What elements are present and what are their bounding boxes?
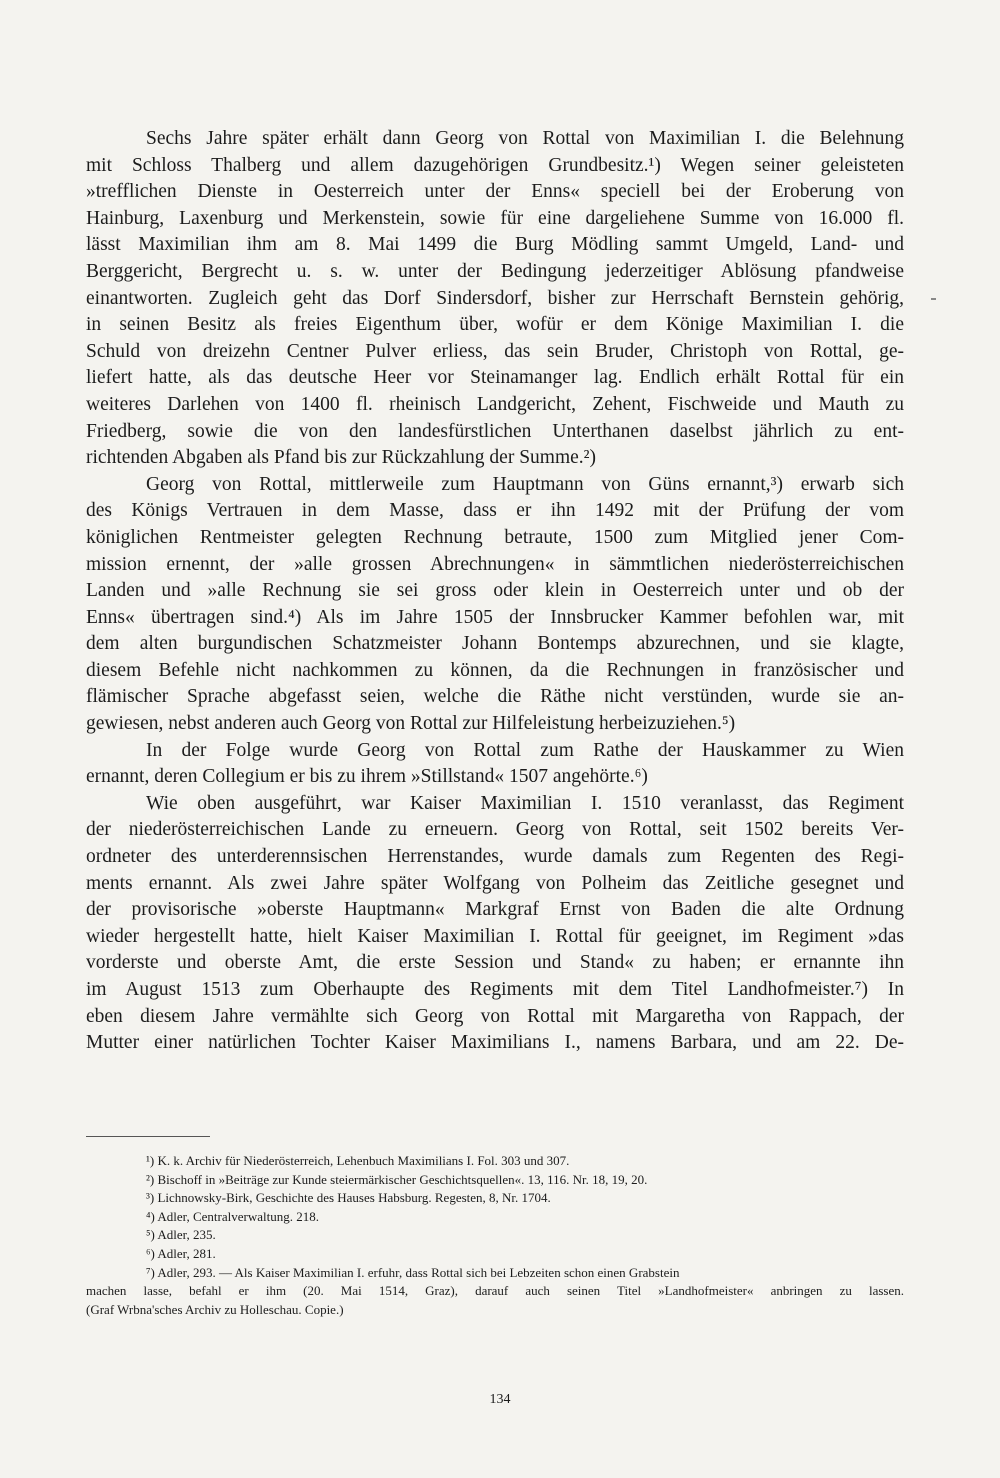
footnote-line: ³) Lichnowsky-Birk, Geschichte des Hauses Habsburg. Regesten, 8, Nr. 1704. [146, 1190, 551, 1206]
text-line: eben diesem Jahre vermählte sich Georg von Rottal mit Margaretha von Rappach, der [86, 1005, 904, 1027]
text-line: lässt Maximilian ihm am 8. Mai 1499 die Burg Mödling sammt Umgeld, Land- und [86, 234, 904, 256]
text-line: der niederösterreichischen Lande zu erneuern. Georg von Rottal, seit 1502 bereits Ver- [86, 819, 904, 841]
text-line: Friedberg, sowie die von den landesfürstlichen Unterthanen daselbst jährlich zu ent- [86, 420, 904, 442]
text-line: im August 1513 zum Oberhaupte des Regiments mit dem Titel Landhofmeister.⁷) In [86, 979, 904, 1000]
text-line: Hainburg, Laxenburg und Merkenstein, sowie für eine dargeliehene Summe von 16.000 fl. [86, 207, 904, 229]
text-line: Enns« übertragen sind.⁴) Als im Jahre 1505 der Innsbrucker Kammer befohlen war, mit [86, 606, 904, 628]
text-line: weiteres Darlehen von 1400 fl. rheinisch Landgericht, Zehent, Fischweide und Mauth zu [86, 393, 904, 415]
text-line: Georg von Rottal, mittlerweile zum Hauptmann von Güns ernannt,³) erwarb sich [146, 473, 904, 495]
text-line: einantworten. Zugleich geht das Dorf Sindersdorf, bisher zur Herrschaft Bernstein gehörig, [86, 287, 904, 309]
text-line: Mutter einer natürlichen Tochter Kaiser Maximilians I., namens Barbara, und am 22. De- [86, 1032, 904, 1054]
text-line: Wie oben ausgeführt, war Kaiser Maximilian I. 1510 veranlasst, das Regiment [146, 792, 904, 814]
text-line: ernannt, deren Collegium er bis zu ihrem »Stillstand« 1507 angehörte.⁶) [86, 766, 648, 788]
footnote-line: ⁴) Adler, Centralverwaltung. 218. [146, 1208, 319, 1224]
footnote-line: machen lasse, befahl er ihm (20. Mai 1514, Graz), darauf auch seinen Titel »Landhofmeister« anbringen zu lassen. [86, 1283, 904, 1299]
footnote-divider [86, 1136, 210, 1137]
margin-mark [931, 298, 936, 300]
text-line: der provisorische »oberste Hauptmann« Markgraf Ernst von Baden die alte Ordnung [86, 899, 904, 921]
text-line: wieder hergestellt hatte, hielt Kaiser Maximilian I. Rottal für geeignet, im Regiment »das [86, 925, 904, 947]
text-line: »trefflichen Dienste in Oesterreich unter der Enns« speciell bei der Eroberung von [86, 181, 904, 203]
page-number: 134 [489, 1392, 511, 1407]
text-line: ments ernannt. Als zwei Jahre später Wolfgang von Polheim das Zeitliche gesegnet und [86, 872, 904, 894]
text-line: Landen und »alle Rechnung sie sei gross oder klein in Oesterreich unter und ob der [86, 580, 904, 602]
text-line: des Königs Vertrauen in dem Masse, dass er ihn 1492 mit der Prüfung der vom [86, 500, 904, 522]
footnote-line: ⁷) Adler, 293. — Als Kaiser Maximilian I. erfuhr, dass Rottal sich bei Lebzeiten schon einen Grabstein [146, 1264, 680, 1280]
body-text [86, 126, 904, 1057]
footnote-line: ¹) K. k. Archiv für Niederösterreich, Lehenbuch Maximilians I. Fol. 303 und 307. [146, 1153, 570, 1168]
text-line: vorderste und oberste Amt, die erste Session und Stand« zu haben; er ernannte ihn [86, 952, 904, 974]
text-line: Schuld von dreizehn Centner Pulver erliess, das sein Bruder, Christoph von Rottal, ge- [86, 340, 904, 362]
text-line: königlichen Rentmeister gelegten Rechnung betraute, 1500 zum Mitglied jener Com- [86, 526, 904, 548]
text-line: In der Folge wurde Georg von Rottal zum Rathe der Hauskammer zu Wien [146, 739, 904, 761]
text-line: diesem Befehle nicht nachkommen zu können, da die Rechnungen in französischer und [86, 659, 904, 681]
text-line: liefert hatte, als das deutsche Heer vor Steinamanger lag. Endlich erhält Rottal für ein [86, 367, 904, 389]
text-line: Sechs Jahre später erhält dann Georg von Rottal von Maximilian I. die Belehnung [146, 128, 904, 149]
text-line: gewiesen, nebst anderen auch Georg von Rottal zur Hilfeleistung herbeizuziehen.⁵) [86, 713, 736, 735]
text-line: ordneter des unterderennsischen Herrenstandes, wurde damals zum Regenten des Regi- [86, 846, 904, 868]
text-line: mission ernennt, der »alle grossen Abrechnungen« in sämmtlichen niederösterreichischen [86, 553, 904, 575]
text-line: flämischer Sprache abgefasst seien, welche die Räthe nicht verstünden, wurde sie an- [86, 686, 904, 708]
footnote-line: ²) Bischoff in »Beiträge zur Kunde steiermärkischer Geschichtsquellen«. 13, 116. Nr. 18, 19, 20. [146, 1171, 648, 1187]
text-line: dem alten burgundischen Schatzmeister Johann Bontemps abzurechnen, und sie klagte, [86, 633, 904, 655]
footnote-line: ⁶) Adler, 281. [146, 1245, 216, 1261]
footnotes [86, 1152, 904, 1319]
text-line: in seinen Besitz als freies Eigenthum über, wofür er dem Könige Maximilian I. die [86, 314, 904, 336]
text-line: mit Schloss Thalberg und allem dazugehörigen Grundbesitz.¹) Wegen seiner geleisteten [86, 154, 904, 176]
footnote-line: (Graf Wrbna'sches Archiv zu Holleschau. Copie.) [86, 1301, 344, 1317]
text-line: Berggericht, Bergrecht u. s. w. unter der Bedingung jederzeitiger Ablösung pfandweise [86, 260, 904, 282]
footnote-line: ⁵) Adler, 235. [146, 1227, 216, 1243]
text-line: richtenden Abgaben als Pfand bis zur Rückzahlung der Summe.²) [86, 447, 597, 469]
